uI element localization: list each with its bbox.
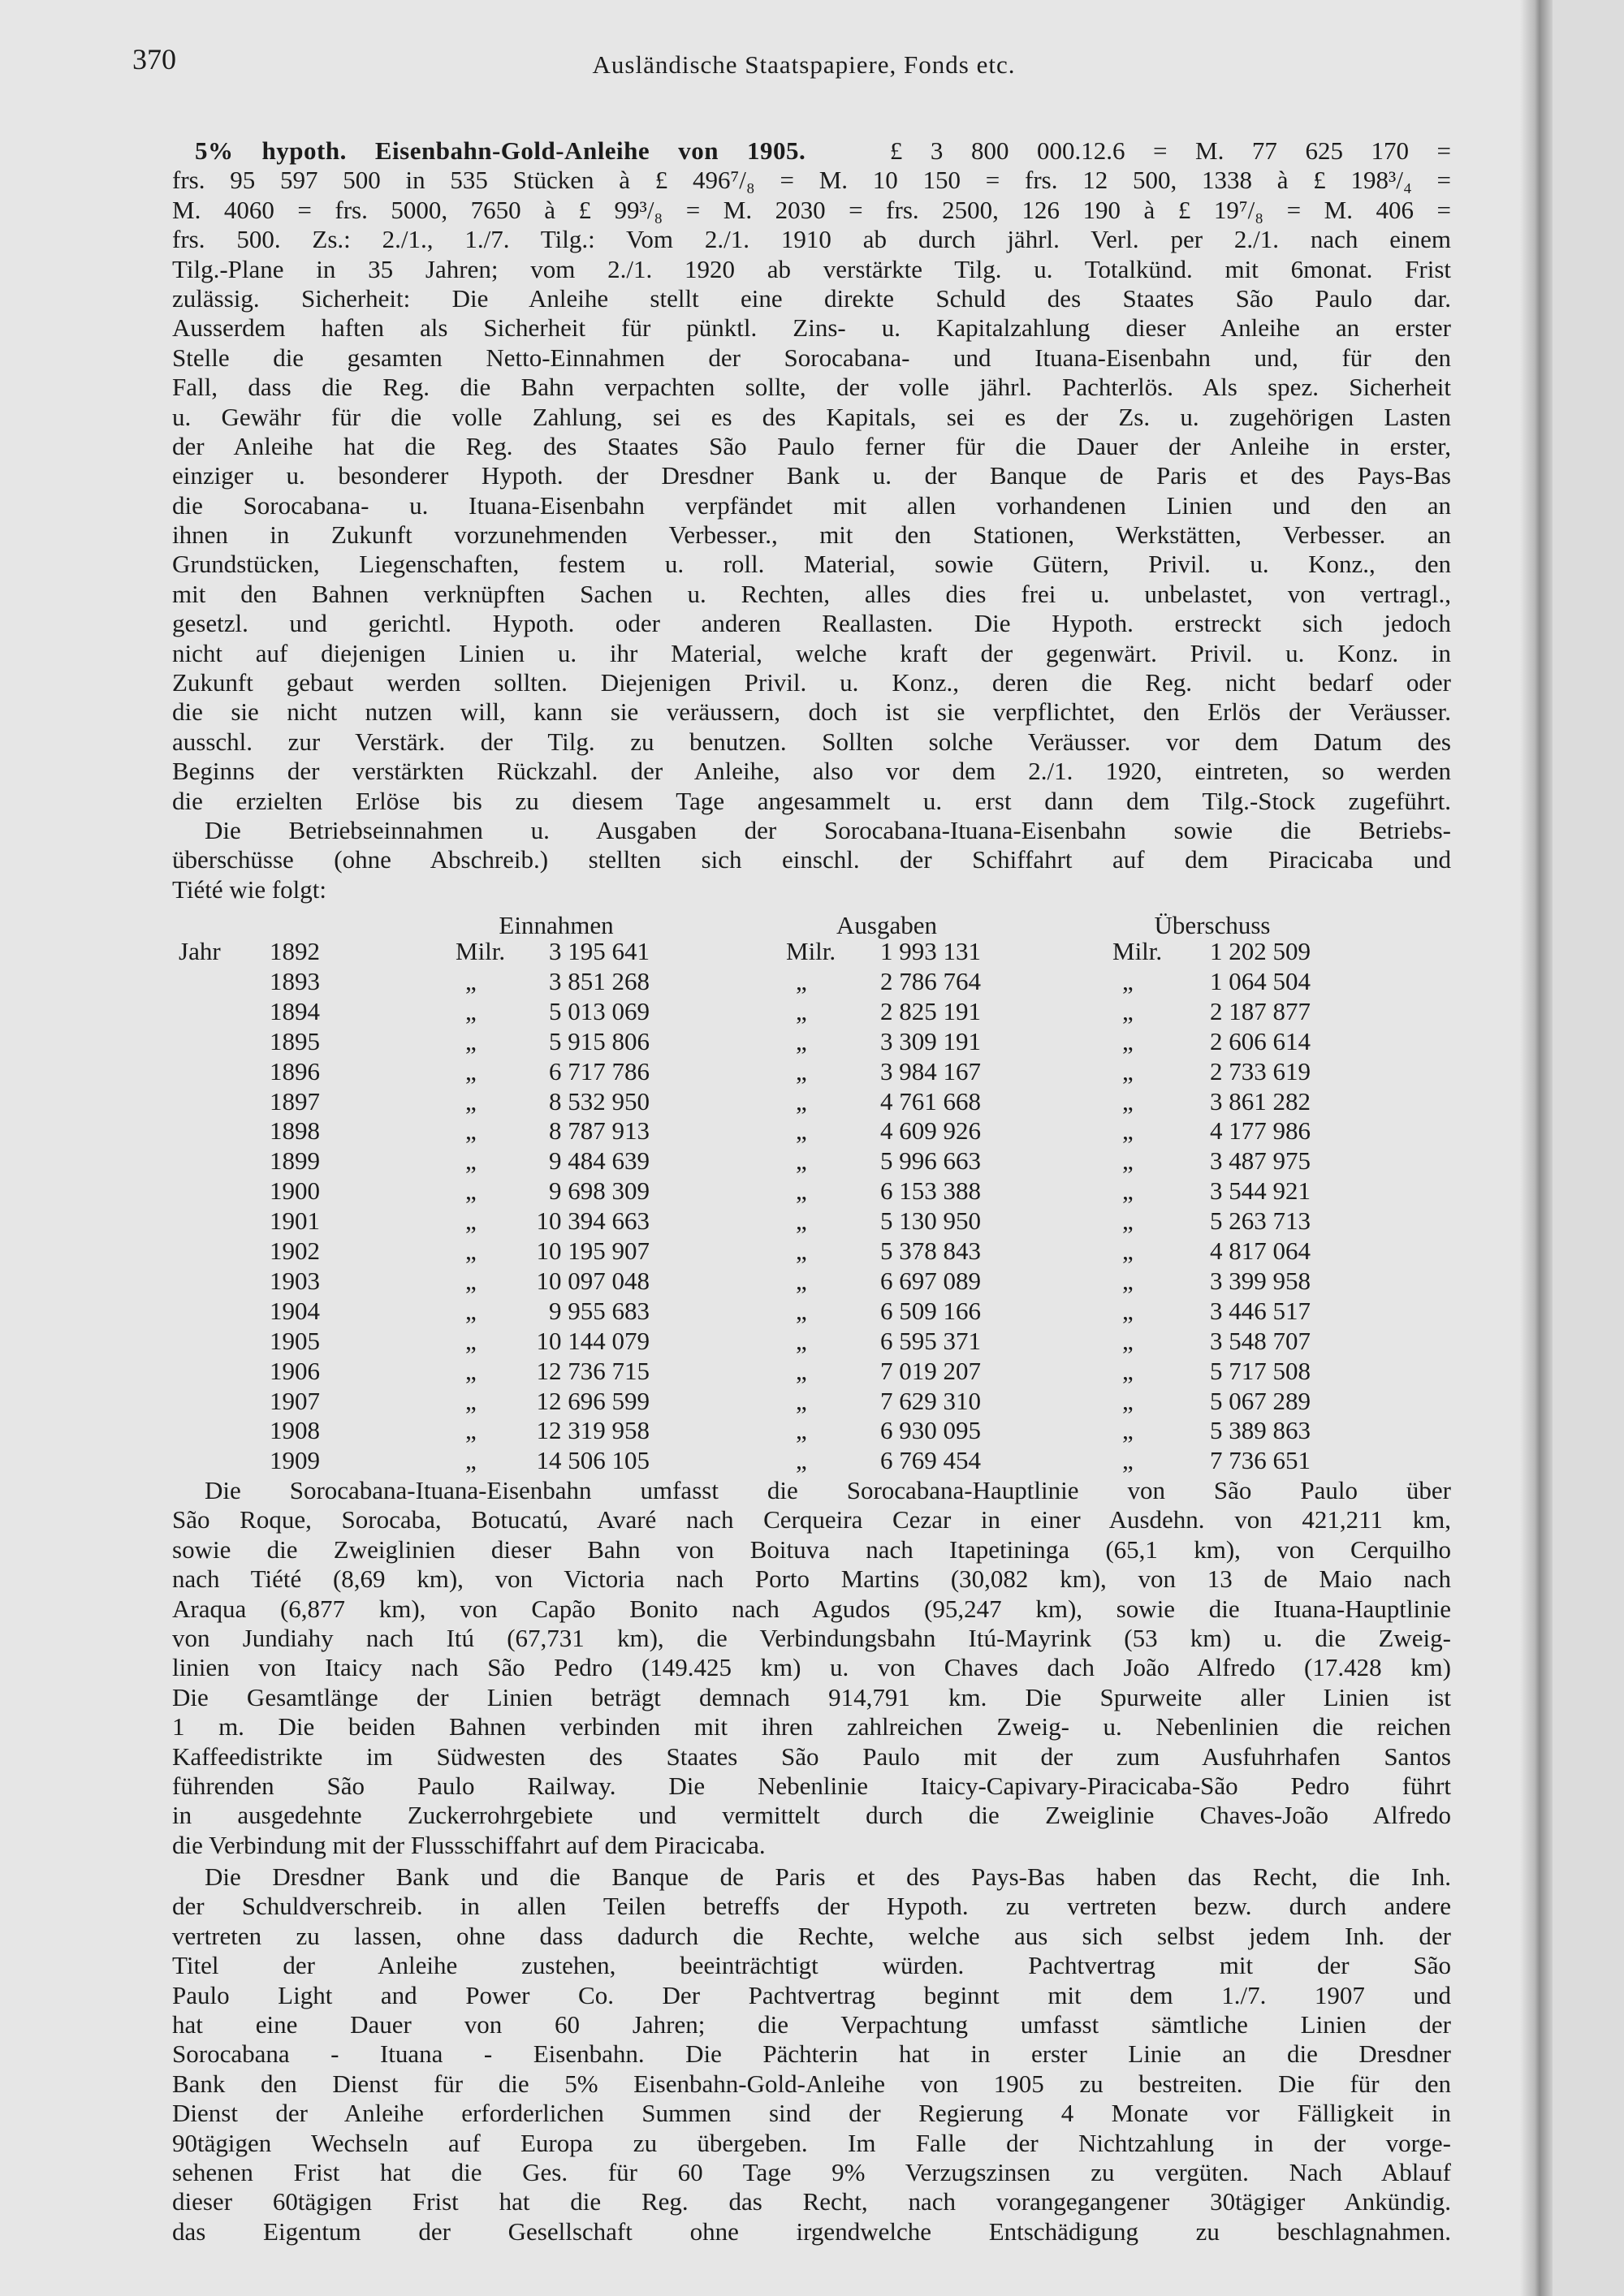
einnahmen-cell: 5 013 069	[549, 996, 650, 1025]
text-line: nicht auf diejenigen Linien u. ihr Material, welche kraft der gegenwärt. Privil. u. Konz. in	[172, 638, 1451, 667]
year-cell: 1907	[270, 1386, 320, 1415]
einnahmen-cell: 10 097 048	[536, 1266, 650, 1295]
table-row	[172, 1267, 1350, 1296]
text-line: in ausgedehnte Zuckerrohrgebiete und vermittelt durch die Zweiglinie Chaves-João Alfredo	[172, 1801, 1451, 1830]
column-header-ausgaben: Ausgaben	[836, 911, 937, 939]
ausgaben-cell: 4 761 668	[880, 1086, 981, 1116]
ditto-mark: „	[1122, 1176, 1134, 1206]
unit-label: Milr.	[456, 937, 506, 965]
year-cell: 1903	[270, 1266, 320, 1295]
text-line: gesetzl. und gerichtl. Hypoth. oder anderen Reallasten. Die Hypoth. erstreckt sich jedoch	[172, 609, 1451, 638]
einnahmen-cell: 10 144 079	[536, 1326, 650, 1355]
ditto-mark: „	[465, 1206, 477, 1236]
ueberschuss-cell: 5 717 508	[1210, 1356, 1311, 1385]
ausgaben-cell: 6 697 089	[880, 1266, 981, 1295]
earnings-table	[172, 911, 1350, 1479]
ausgaben-cell: 6 509 166	[880, 1296, 981, 1325]
text-line: Die Sorocabana-Ituana-Eisenbahn umfasst die Sorocabana-Hauptlinie von São Paulo über	[205, 1476, 1451, 1504]
ditto-mark: „	[796, 1326, 807, 1355]
ueberschuss-cell: 1 202 509	[1210, 937, 1311, 965]
ausgaben-cell: 5 378 843	[880, 1236, 981, 1265]
ueberschuss-cell: 3 487 975	[1210, 1146, 1311, 1176]
ausgaben-cell: 6 153 388	[880, 1176, 981, 1206]
ditto-mark: „	[1122, 1206, 1134, 1236]
year-cell: 1902	[270, 1236, 320, 1265]
table-row	[172, 1027, 1350, 1056]
year-cell: 1894	[270, 996, 320, 1025]
ditto-mark: „	[796, 1086, 807, 1116]
text-line: von Jundiahy nach Itú (67,731 km), die Verbindungsbahn Itú-Mayrink (53 km) u. die Zweig-	[172, 1623, 1451, 1652]
ueberschuss-cell: 3 399 958	[1210, 1266, 1311, 1295]
loan-title: 5% hypoth. Eisenbahn-Gold-Anleihe von 1905.	[195, 136, 806, 165]
ditto-mark: „	[796, 1296, 807, 1325]
einnahmen-cell: 3 851 268	[549, 966, 650, 995]
table-row	[172, 967, 1350, 996]
text-line: Tilg.-Plane in 35 Jahren; vom 2./1. 1920 ab verstärkte Tilg. u. Totalkünd. mit 6monat. Frist	[172, 254, 1451, 283]
text-line: Grundstücken, Liegenschaften, festem u. roll. Material, sowie Gütern, Privil. u. Konz., den	[172, 550, 1451, 579]
table-row	[172, 1146, 1350, 1176]
unit-label: Milr.	[1112, 937, 1163, 965]
unit-label: Milr.	[786, 937, 836, 965]
paragraph	[172, 1476, 1451, 1860]
paragraph	[172, 1862, 1451, 2246]
table-row	[172, 1057, 1350, 1086]
ausgaben-cell: 2 786 764	[880, 966, 981, 995]
ditto-mark: „	[796, 1206, 807, 1236]
year-cell: 1908	[270, 1416, 320, 1445]
ditto-mark: „	[796, 1446, 807, 1475]
page-number: 370	[132, 43, 176, 76]
einnahmen-cell: 14 506 105	[536, 1446, 650, 1475]
ditto-mark: „	[796, 1056, 807, 1085]
ditto-mark: „	[796, 1236, 807, 1265]
ueberschuss-cell: 2 606 614	[1210, 1026, 1311, 1055]
text-line: der Schuldverschreib. in allen Teilen betreffs der Hypoth. zu vertreten bezw. durch andere	[172, 1892, 1451, 1921]
table-row	[172, 937, 1350, 966]
text-line: São Roque, Sorocaba, Botucatú, Avaré nach Cerqueira Cezar in einer Ausdehn. von 421,211 km,	[172, 1505, 1451, 1534]
ditto-mark: „	[465, 1416, 477, 1445]
ausgaben-cell: 4 609 926	[880, 1116, 981, 1146]
ditto-mark: „	[1122, 1056, 1134, 1085]
ditto-mark: „	[796, 996, 807, 1025]
ausgaben-cell: 5 130 950	[880, 1206, 981, 1236]
ditto-mark: „	[465, 1086, 477, 1116]
einnahmen-cell: 12 736 715	[536, 1356, 650, 1385]
einnahmen-cell: 10 195 907	[536, 1236, 650, 1265]
einnahmen-cell: 9 484 639	[549, 1146, 650, 1176]
einnahmen-cell: 6 717 786	[549, 1056, 650, 1085]
ditto-mark: „	[465, 1146, 477, 1176]
ditto-mark: „	[465, 1116, 477, 1146]
ausgaben-cell: 7 019 207	[880, 1356, 981, 1385]
text-line: Araqua (6,877 km), von Capão Bonito nach Agudos (95,247 km), sowie die Ituana-Hauptlinie	[172, 1594, 1451, 1623]
ditto-mark: „	[1122, 966, 1134, 995]
section-lease-agreement	[172, 1862, 1451, 2246]
einnahmen-cell: 10 394 663	[536, 1206, 650, 1236]
ueberschuss-cell: 5 263 713	[1210, 1206, 1311, 1236]
ausgaben-cell: 6 769 454	[880, 1446, 981, 1475]
year-cell: 1900	[270, 1176, 320, 1206]
year-cell: 1904	[270, 1296, 320, 1325]
text-line: 1 m. Die beiden Bahnen verbinden mit ihren zahlreichen Zweig- u. Nebenlinien die reichen	[172, 1712, 1451, 1741]
year-cell: 1895	[270, 1026, 320, 1055]
text-line: Titel der Anleihe zustehen, beeinträchtigt würden. Pachtvertrag mit der São	[172, 1951, 1451, 1980]
year-label: Jahr	[179, 937, 221, 965]
ueberschuss-cell: 3 446 517	[1210, 1296, 1311, 1325]
paragraph	[172, 166, 1451, 816]
einnahmen-cell: 8 787 913	[549, 1116, 650, 1146]
ueberschuss-cell: 2 733 619	[1210, 1056, 1311, 1085]
ueberschuss-cell: 3 861 282	[1210, 1086, 1311, 1116]
text-line: Dienst der Anleihe erforderlichen Summen sind der Regierung 4 Monate vor Fälligkeit in	[172, 2099, 1451, 2128]
table-row	[172, 1176, 1350, 1206]
year-cell: 1901	[270, 1206, 320, 1236]
table-row	[172, 1087, 1350, 1116]
einnahmen-cell: 12 696 599	[536, 1386, 650, 1415]
table-row	[172, 1327, 1350, 1356]
text-line: M. 4060 = frs. 5000, 7650 à £ 99³/₈ = M. 2030 = frs. 2500, 126 190 à £ 19⁷/₈ = M. 406 =	[172, 195, 1451, 224]
ausgaben-cell: 2 825 191	[880, 996, 981, 1025]
text-line: die Sorocabana- u. Ituana-Eisenbahn verpfändet mit allen vorhandenen Linien und den an	[172, 490, 1451, 520]
table-row	[172, 1297, 1350, 1326]
text-line: Die Gesamtlänge der Linien beträgt demnach 914,791 km. Die Spurweite aller Linien ist	[172, 1682, 1451, 1711]
text-line: nach Tiété (8,69 km), von Victoria nach Porto Martins (30,082 km), von 13 de Maio nach	[172, 1564, 1451, 1594]
section-loan-terms	[172, 136, 1451, 904]
ditto-mark: „	[1122, 1086, 1134, 1116]
ausgaben-cell: 3 984 167	[880, 1056, 981, 1085]
table-row	[172, 1357, 1350, 1386]
text-line: sowie die Zweiglinien dieser Bahn von Boituva nach Itapetininga (65,1 km), von Cerquilho	[172, 1534, 1451, 1564]
ueberschuss-cell: 5 067 289	[1210, 1386, 1311, 1415]
ditto-mark: „	[465, 1296, 477, 1325]
ditto-mark: „	[465, 1386, 477, 1415]
ditto-mark: „	[465, 1356, 477, 1385]
section-railway-lines	[172, 1476, 1451, 1860]
text-line: Fall, dass die Reg. die Bahn verpachten sollte, der volle jährl. Pachterlös. Als spez. Sicherheit	[172, 373, 1451, 402]
ditto-mark: „	[465, 1326, 477, 1355]
text-line: Stelle die gesamten Netto-Einnahmen der Sorocabana- und Ituana-Eisenbahn und, für den	[172, 343, 1451, 372]
text-line: die sie nicht nutzen will, kann sie veräussern, doch ist sie verpflichtet, den Erlös der Veräusser.	[172, 697, 1451, 727]
text-line: 90tägigen Wechseln auf Europa zu übergeben. Im Falle der Nichtzahlung in der vorge-	[172, 2128, 1451, 2157]
year-cell: 1897	[270, 1086, 320, 1116]
ditto-mark: „	[465, 1236, 477, 1265]
text-line: hat eine Dauer von 60 Jahren; die Verpachtung umfasst sämtliche Linien der	[172, 2009, 1451, 2039]
text-line: führenden São Paulo Railway. Die Nebenlinie Itaicy-Capivary-Piracicaba-São Pedro führt	[172, 1771, 1451, 1800]
text-line: ihnen in Zukunft vorzunehmenden Verbesser., mit den Stationen, Werkstätten, Verbesser. an	[172, 520, 1451, 550]
table-row	[172, 1446, 1350, 1475]
table-row	[172, 1206, 1350, 1236]
ditto-mark: „	[1122, 1146, 1134, 1176]
running-head: Ausländische Staatspapiere, Fonds etc.	[592, 50, 1016, 79]
ditto-mark: „	[465, 1446, 477, 1475]
ditto-mark: „	[796, 1146, 807, 1176]
page-gutter-shadow	[1520, 0, 1553, 2296]
ditto-mark: „	[796, 966, 807, 995]
year-cell: 1906	[270, 1356, 320, 1385]
ditto-mark: „	[1122, 1296, 1134, 1325]
year-cell: 1898	[270, 1116, 320, 1146]
column-header-einnahmen: Einnahmen	[499, 911, 614, 939]
text-line: sehenen Frist hat die Ges. für 60 Tage 9% Verzugszinsen zu vergüten. Nach Ablauf	[172, 2157, 1451, 2186]
ausgaben-cell: 1 993 131	[880, 937, 981, 965]
ditto-mark: „	[465, 1026, 477, 1055]
year-cell: 1909	[270, 1446, 320, 1475]
text-line: die Verbindung mit der Flussschiffahrt auf dem Piracicaba.	[172, 1830, 766, 1859]
ueberschuss-cell: 7 736 651	[1210, 1446, 1311, 1475]
ditto-mark: „	[1122, 1356, 1134, 1385]
ueberschuss-cell: 1 064 504	[1210, 966, 1311, 995]
text-line: Die Dresdner Bank und die Banque de Paris et des Pays-Bas haben das Recht, die Inh.	[205, 1862, 1451, 1891]
text-line: u. Gewähr für die volle Zahlung, sei es des Kapitals, sei es der Zs. u. zugehörigen Lasten	[172, 402, 1451, 431]
text-line: Tiété wie folgt:	[172, 874, 327, 904]
text-line: vertreten zu lassen, ohne dass dadurch die Rechte, welche aus sich selbst jedem Inh. der	[172, 1921, 1451, 1950]
einnahmen-cell: 12 319 958	[536, 1416, 650, 1445]
text-line: Paulo Light and Power Co. Der Pachtvertrag beginnt mit dem 1./7. 1907 und	[172, 1980, 1451, 2009]
text-line: zulässig. Sicherheit: Die Anleihe stellt eine direkte Schuld des Staates São Paulo dar.	[172, 283, 1451, 313]
ausgaben-cell: 7 629 310	[880, 1386, 981, 1415]
text-line: Bank den Dienst für die 5% Eisenbahn-Gold-Anleihe von 1905 zu bestreiten. Die für den	[172, 2069, 1451, 2098]
ditto-mark: „	[1122, 1416, 1134, 1445]
ditto-mark: „	[796, 1356, 807, 1385]
text-line: Sorocabana - Ituana - Eisenbahn. Die Pächterin hat in erster Linie an die Dresdner	[172, 2039, 1451, 2069]
column-header-ueberschuss: Überschuss	[1154, 911, 1271, 939]
table-row	[172, 1416, 1350, 1445]
ditto-mark: „	[1122, 1026, 1134, 1055]
text-line: Zukunft gebaut werden sollten. Diejenigen Privil. u. Konz., deren die Reg. nicht bedarf oder	[172, 668, 1451, 697]
ditto-mark: „	[796, 1116, 807, 1146]
text-line: Kaffeedistrikte im Südwesten des Staates São Paulo mit der zum Ausfuhrhafen Santos	[172, 1741, 1451, 1771]
ditto-mark: „	[1122, 1446, 1134, 1475]
ausgaben-cell: 3 309 191	[880, 1026, 981, 1055]
ueberschuss-cell: 3 548 707	[1210, 1326, 1311, 1355]
ueberschuss-cell: 4 817 064	[1210, 1236, 1311, 1265]
ditto-mark: „	[1122, 1386, 1134, 1415]
ditto-mark: „	[1122, 1326, 1134, 1355]
einnahmen-cell: 3 195 641	[549, 937, 650, 965]
ditto-mark: „	[1122, 1236, 1134, 1265]
ditto-mark: „	[465, 1266, 477, 1295]
year-cell: 1893	[270, 966, 320, 995]
ditto-mark: „	[796, 1266, 807, 1295]
text-line: der Anleihe hat die Reg. des Staates São Paulo ferner für die Dauer der Anleihe in erster,	[172, 431, 1451, 460]
text-line: frs. 500. Zs.: 2./1., 1./7. Tilg.: Vom 2./1. 1910 ab durch jährl. Verl. per 2./1. nach einem	[172, 225, 1451, 254]
text-line: ausschl. zur Verstärk. der Tilg. zu benutzen. Sollten solche Veräusser. vor dem Datum des	[172, 727, 1451, 756]
ueberschuss-cell: 3 544 921	[1210, 1176, 1311, 1206]
text-line: das Eigentum der Gesellschaft ohne irgendwelche Entschädigung zu beschlagnahmen.	[172, 2216, 1451, 2246]
year-cell: 1892	[270, 937, 320, 965]
ausgaben-cell: 6 930 095	[880, 1416, 981, 1445]
ditto-mark: „	[465, 1176, 477, 1206]
table-row	[172, 997, 1350, 1026]
ditto-mark: „	[465, 1056, 477, 1085]
ditto-mark: „	[796, 1176, 807, 1206]
text-line: einziger u. besonderer Hypoth. der Dresdner Bank u. der Banque de Paris et des Pays-Bas	[172, 461, 1451, 490]
table-row	[172, 1387, 1350, 1416]
ausgaben-cell: 6 595 371	[880, 1326, 981, 1355]
einnahmen-cell: 9 698 309	[549, 1176, 650, 1206]
table-row	[172, 1236, 1350, 1266]
text-line: überschüsse (ohne Abschreib.) stellten sich einschl. der Schiffahrt auf dem Piracicaba und	[172, 845, 1451, 874]
table-row	[172, 1116, 1350, 1146]
adjacent-page-edge	[1553, 0, 1624, 2296]
einnahmen-cell: 5 915 806	[549, 1026, 650, 1055]
text-line: frs. 95 597 500 in 535 Stücken à £ 496⁷/₈ = M. 10 150 = frs. 12 500, 1338 à £ 198³/₄ =	[172, 166, 1451, 195]
text-line: mit den Bahnen verknüpften Sachen u. Rechten, alles dies frei u. unbelastet, von vertragl.,	[172, 579, 1451, 608]
ditto-mark: „	[796, 1026, 807, 1055]
ueberschuss-cell: 4 177 986	[1210, 1116, 1311, 1146]
paragraph	[172, 816, 1451, 904]
ditto-mark: „	[1122, 996, 1134, 1025]
loan-title-line	[172, 136, 1451, 166]
ditto-mark: „	[796, 1386, 807, 1415]
year-cell: 1899	[270, 1146, 320, 1176]
ueberschuss-cell: 5 389 863	[1210, 1416, 1311, 1445]
text-line: linien von Itaicy nach São Pedro (149.425 km) u. von Chaves dach João Alfredo (17.428 km)	[172, 1653, 1451, 1682]
year-cell: 1896	[270, 1056, 320, 1085]
einnahmen-cell: 8 532 950	[549, 1086, 650, 1116]
ditto-mark: „	[465, 996, 477, 1025]
einnahmen-cell: 9 955 683	[549, 1296, 650, 1325]
text-line: Beginns der verstärkten Rückzahl. der Anleihe, also vor dem 2./1. 1920, eintreten, so werden	[172, 757, 1451, 786]
ausgaben-cell: 5 996 663	[880, 1146, 981, 1176]
ditto-mark: „	[1122, 1266, 1134, 1295]
text-line: Ausserdem haften als Sicherheit für pünktl. Zins- u. Kapitalzahlung dieser Anleihe an erster	[172, 313, 1451, 343]
ueberschuss-cell: 2 187 877	[1210, 996, 1311, 1025]
ditto-mark: „	[1122, 1116, 1134, 1146]
year-cell: 1905	[270, 1326, 320, 1355]
loan-amount: £ 3 800 000.12.6 = M. 77 625 170 =	[889, 136, 1451, 165]
ditto-mark: „	[796, 1416, 807, 1445]
text-line: Die Betriebseinnahmen u. Ausgaben der Sorocabana-Ituana-Eisenbahn sowie die Betriebs-	[205, 815, 1451, 844]
ditto-mark: „	[465, 966, 477, 995]
text-line: die erzielten Erlöse bis zu diesem Tage angesammelt u. erst dann dem Tilg.-Stock zugeführt.	[172, 786, 1451, 815]
text-line: dieser 60tägigen Frist hat die Reg. das Recht, nach vorangegangener 30tägiger Ankündig.	[172, 2187, 1451, 2216]
